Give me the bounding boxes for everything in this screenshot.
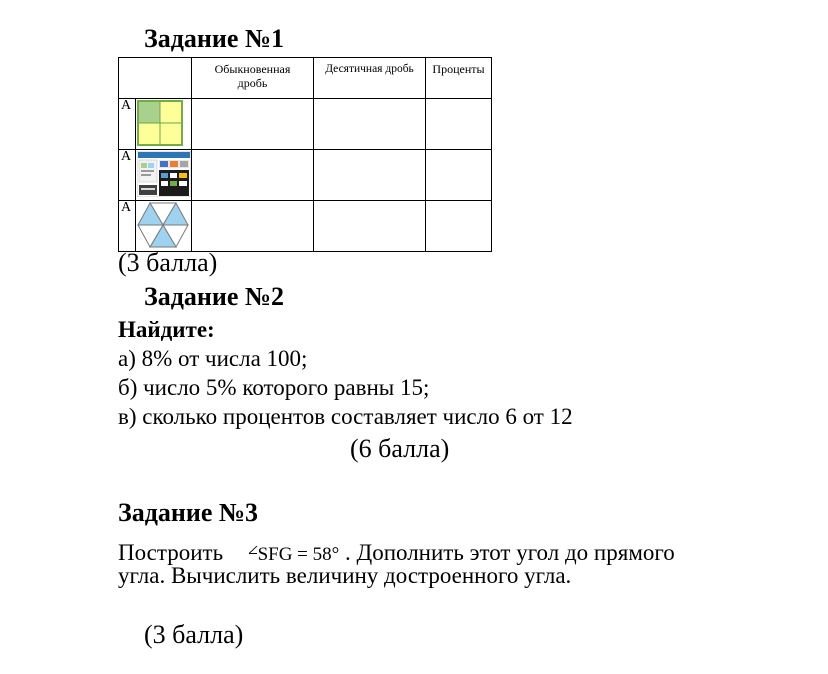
row-label: А [119,201,136,252]
row-figure-cell [136,150,192,201]
table-row [119,99,492,150]
header-decimal-fraction: Десятичная дробь [314,58,426,99]
screenshot-thumbnail-icon [137,151,191,197]
task3-line1 [118,534,675,566]
task2-item-c: в) сколько процентов составляет число 6 от 12 [118,404,573,429]
square-grid-icon [137,100,183,146]
header-empty-cell [119,58,192,99]
table-row [119,150,492,201]
task3-line2: угла. Вычислить величину достроенного угла. [118,563,572,588]
task3-score: (3 балла) [144,620,244,649]
hexagon-triangles-icon [137,202,189,248]
answer-cell-fraction[interactable] [192,99,314,150]
row-label: А [119,99,136,150]
answer-cell-fraction[interactable] [192,150,314,201]
angle-icon [249,534,258,560]
task1-title: Задание №1 [144,24,285,53]
row-figure-cell [136,201,192,252]
answer-cell-percent[interactable] [426,150,492,201]
task2-item-b: б) число 5% которого равны 15; [118,375,430,400]
task1-score: (3 балла) [118,248,218,277]
answer-cell-decimal[interactable] [314,99,426,150]
answer-cell-decimal[interactable] [314,150,426,201]
answer-cell-percent[interactable] [426,201,492,252]
table-header-row [119,58,492,99]
header-common-fraction: Обыкновенная дробь [192,58,314,99]
task3-line1-suffix: . Дополнить этот угол до прямого [345,540,675,565]
task2-score: (6 балла) [350,434,450,463]
task1-table [118,57,492,252]
row-label: А [119,150,136,201]
table-row [119,201,492,252]
header-percent: Проценты [426,58,492,99]
task2-title: Задание №2 [144,282,285,311]
task2-subtitle: Найдите: [118,317,215,342]
answer-cell-decimal[interactable] [314,201,426,252]
answer-cell-percent[interactable] [426,99,492,150]
row-figure-cell [136,99,192,150]
angle-expression: SFG = 58° [257,544,340,565]
answer-cell-fraction[interactable] [192,201,314,252]
task2-item-a: а) 8% от числа 100; [118,346,308,371]
task3-title: Задание №3 [118,498,259,527]
task3-line1-prefix: Построить [118,540,224,565]
